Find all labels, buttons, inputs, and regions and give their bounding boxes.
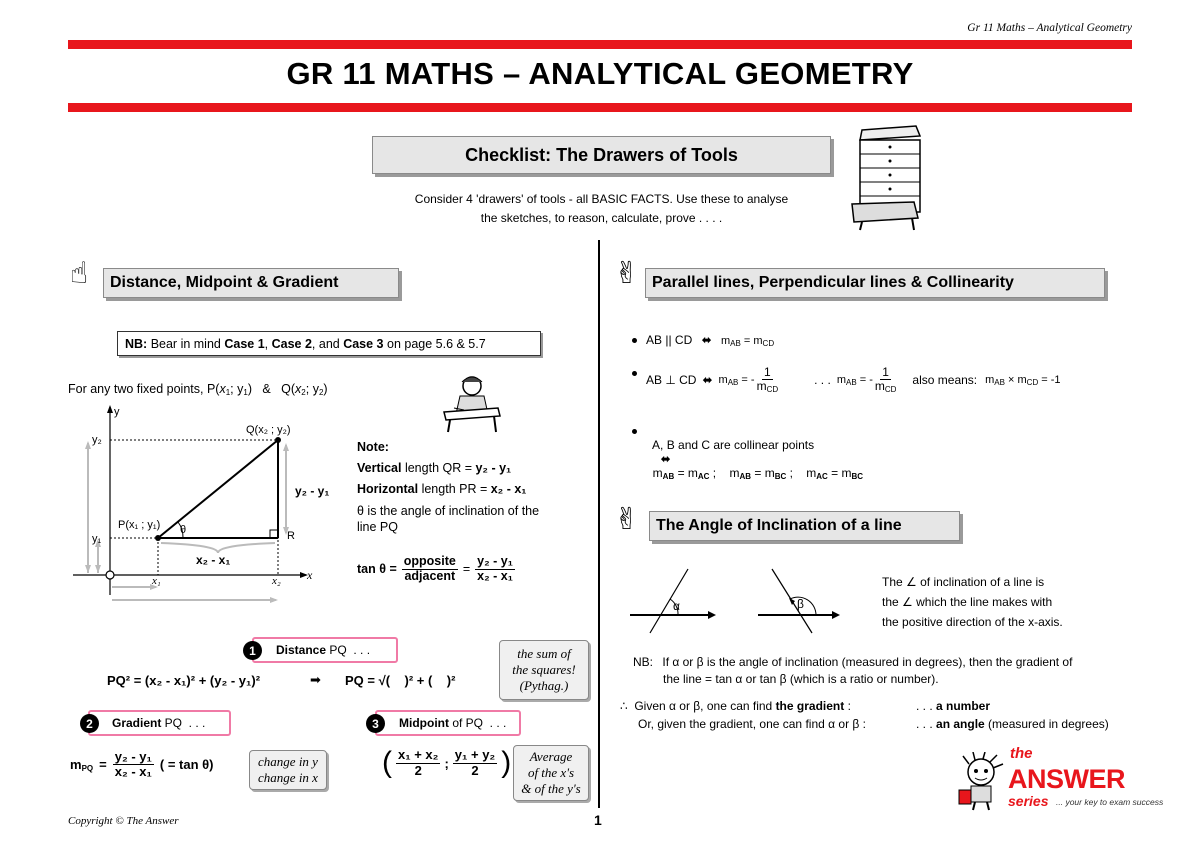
midpoint-frac-y xyxy=(453,748,497,778)
nb-case1: Case 1 xyxy=(224,336,265,351)
collinear-rule: A, B and C are collinear points ⬌ $m_{AB} = m_{AC}$ ; $m_{AB} = m_{BC}$ ; $m_{AC} = m_{BC}$ xyxy=(646,424,863,481)
note-theta-line1: θ is the angle of inclination of the xyxy=(357,504,540,518)
given1-c: : xyxy=(844,699,851,713)
given1-a: Given α or β, one can find xyxy=(634,699,776,713)
angle-inclination-heading xyxy=(649,511,960,541)
x-axis-label: x xyxy=(307,568,313,582)
page-number: 1 xyxy=(594,812,602,828)
midpoint-top-x: x₁ + x₂ xyxy=(398,747,439,763)
distance-note-line2: the squares! xyxy=(512,661,576,677)
column-divider xyxy=(598,240,600,808)
given2-result-b: an angle xyxy=(936,717,985,731)
angle-desc-line2: the ∠ which the line makes with xyxy=(882,595,1053,609)
mascot-illustration xyxy=(955,752,1011,812)
nb-case2: Case 2 xyxy=(271,336,312,351)
gradient-fraction xyxy=(113,750,154,780)
perp-product-eq: = -1 xyxy=(1038,373,1061,386)
distance-note xyxy=(499,640,589,700)
midpoint-note xyxy=(513,745,589,801)
gradient-note xyxy=(249,750,327,790)
gradient-label-box xyxy=(88,710,231,736)
distance-formula: PQ² = (x₂ - x₁)² + (y₂ - y₁)² xyxy=(107,673,261,688)
tan-ratio-top: y₂ - y₁ xyxy=(477,554,513,568)
bottom-red-bar xyxy=(68,103,1132,112)
right-heading1-text: Parallel lines, Perpendicular lines & Collinearity xyxy=(652,274,1014,291)
tan-theta-formula xyxy=(357,555,515,584)
drawers-illustration xyxy=(848,122,930,234)
angle-desc-line3: the positive direction of the x-axis. xyxy=(882,615,1063,629)
nb-case-box xyxy=(117,331,541,356)
gradient-note-line1: change in y xyxy=(258,753,318,769)
points-intro-d: ) xyxy=(323,382,328,396)
perp-product: $m_{AB} \times m_{CD} = -1$ xyxy=(985,373,1061,387)
run-label: x₂ - x₁ xyxy=(196,553,231,567)
note-horizontal-expr: x₂ - x₁ xyxy=(490,482,527,496)
points-intro: For any two fixed points, $P(x_1$; $y_1$) & $Q(x_2$; $y_2$) xyxy=(68,382,328,397)
perp-one: 1 xyxy=(764,365,771,379)
midpoint-note-line3: & of the y's xyxy=(521,781,581,797)
distance-label-rest: PQ . . . xyxy=(326,643,371,657)
perp-dots: . . . xyxy=(814,373,831,388)
x2-label: x₂ xyxy=(272,575,281,587)
rise-label: y₂ - y₁ xyxy=(295,484,330,498)
opposite-adjacent-fraction xyxy=(402,555,458,584)
angle-nb-label: NB: xyxy=(633,655,654,669)
points-intro-a: For any two fixed points, P( xyxy=(68,382,220,396)
parallel-cd-sub: CD xyxy=(762,339,775,348)
midpoint-close-paren: ) xyxy=(501,746,512,779)
tan-ratio-fraction xyxy=(475,555,515,584)
tan-label: tan θ = xyxy=(357,562,397,577)
distance-note-line3: (Pythag.) xyxy=(519,678,569,694)
parallel-m: m xyxy=(721,335,731,347)
parallel-rule xyxy=(646,333,774,348)
nb-sep1: , xyxy=(264,336,272,351)
p-label: P(x₁ ; y₁) xyxy=(118,519,161,531)
logo-series: series xyxy=(1008,793,1049,809)
y1-label: y₁ xyxy=(92,533,102,545)
note-horizontal-b: Horizontal xyxy=(357,482,419,496)
therefore-symbol: ∴ xyxy=(620,699,628,713)
perp-den-sub-2: CD xyxy=(884,385,897,395)
gradient-bottom: x₂ - x₁ xyxy=(114,764,152,780)
coordinate-graph xyxy=(68,405,338,605)
right-heading2-text: The Angle of Inclination of a line xyxy=(656,517,902,534)
midpoint-note-line1: Average xyxy=(529,748,573,764)
parallel-text: AB || CD xyxy=(646,333,693,347)
perp-times: × m xyxy=(1004,373,1027,386)
midpoint-top-y: y₁ + y₂ xyxy=(454,747,496,763)
midpoint-label-b: Midpoint xyxy=(399,716,449,730)
midpoint-open-paren: ( xyxy=(382,746,392,779)
top-red-bar xyxy=(68,40,1132,49)
perp-m-ab-sub-2: AB xyxy=(845,377,857,387)
scholar-illustration xyxy=(440,372,502,434)
points-intro-c: ) & Q( xyxy=(247,382,296,396)
checklist-title: Checklist: The Drawers of Tools xyxy=(465,144,738,165)
badge-3: 3 xyxy=(366,714,385,733)
midpoint-bottom-y: 2 xyxy=(471,762,479,778)
parallel-perpendicular-heading xyxy=(645,268,1105,298)
midpoint-formula xyxy=(382,746,511,780)
nb-text2: on page 5.6 & 5.7 xyxy=(383,336,486,351)
distance-result: PQ = √( )² + ( )² xyxy=(345,673,456,688)
victory-hand-icon: ✌ xyxy=(614,257,640,290)
beta-label: β xyxy=(797,597,804,611)
gradient-eq: = xyxy=(99,757,107,773)
given2-dots: . . . xyxy=(916,717,937,731)
perp-m-ab-2: $m_{AB}$ = - xyxy=(836,373,873,387)
col-s1a: AB xyxy=(662,472,675,481)
perp-double-arrow-icon: ⬌ xyxy=(702,373,713,388)
note-title: Note: xyxy=(357,440,389,454)
note-vertical-expr: y₂ - y₁ xyxy=(475,461,512,475)
perp-eq-2: = - xyxy=(856,373,873,386)
angle-description xyxy=(882,572,1063,632)
gradient-m xyxy=(70,757,93,773)
gradient-m-letter: m xyxy=(70,756,82,772)
tan-ratio-bottom: x₂ - x₁ xyxy=(477,568,513,583)
note-vertical-b: Vertical xyxy=(357,461,402,475)
angle-desc-line1: The ∠ of inclination of a line is xyxy=(882,575,1045,589)
perp-den-sub: CD xyxy=(766,385,779,395)
badge-2: 2 xyxy=(80,714,99,733)
perp-m-ab: $m_{AB}$ = - xyxy=(718,373,755,387)
logo-tagline: ... your key to exam success xyxy=(1056,797,1164,807)
angle-nb-line1: If α or β is the angle of inclination (measured in degrees), then the gradient of xyxy=(662,655,1073,669)
midpoint-label-box xyxy=(375,710,521,736)
gradient-label-rest: PQ . . . xyxy=(161,716,206,730)
given-line2 xyxy=(620,715,1130,733)
angle-nb-line2: the line = tan α or tan β (which is a ratio or number). xyxy=(663,672,939,686)
running-title: Gr 11 Maths – Analytical Geometry xyxy=(967,22,1132,34)
note-theta-line2: line PQ xyxy=(357,520,398,534)
collinear-text: A, B and C are collinear points xyxy=(652,438,815,452)
perp-one-2: 1 xyxy=(882,365,889,379)
col-s3a: AC xyxy=(816,472,828,481)
logo-answer: ANSWER xyxy=(1008,764,1125,794)
midpoint-note-line2: of the x's xyxy=(527,764,575,780)
pointing-hand-icon: ☝ xyxy=(70,257,89,290)
opposite-text: opposite xyxy=(403,554,456,568)
tan-equals: = xyxy=(462,562,471,577)
col-s2b: BC xyxy=(774,472,787,481)
col-s2a: AB xyxy=(739,472,752,481)
angle-nb xyxy=(633,654,1072,688)
page-title: GR 11 MATHS – ANALYTICAL GEOMETRY xyxy=(286,56,914,91)
parallel-double-arrow-icon: ⬌ xyxy=(701,333,712,347)
nb-text1: Bear in mind xyxy=(147,336,225,351)
midpoint-label-rest: of PQ . . . xyxy=(448,716,507,730)
midpoint-bottom-x: 2 xyxy=(414,762,422,778)
perp-m-ab-sub: AB xyxy=(727,377,739,387)
given2-a: Or, given the gradient, one can find α or β : xyxy=(638,717,866,731)
checklist-description xyxy=(372,190,831,228)
midpoint-frac-x xyxy=(396,748,440,778)
perp-also: also means: xyxy=(912,373,978,388)
midpoint-semicolon: ; xyxy=(444,755,449,771)
note-horizontal xyxy=(357,479,567,500)
inclination-diagrams xyxy=(620,565,840,637)
distance-label-b: Distance xyxy=(276,643,327,657)
parallel-ab-sub: AB xyxy=(730,339,741,348)
given-block xyxy=(620,697,1130,733)
note-vertical xyxy=(357,458,567,479)
note-horizontal-rest: length PR = xyxy=(418,482,491,496)
left-heading-text: Distance, Midpoint & Gradient xyxy=(110,274,339,291)
gradient-top: y₂ - y₁ xyxy=(114,749,152,764)
nb-prefix: NB: xyxy=(125,336,148,351)
checklist-heading xyxy=(372,136,831,174)
note-vertical-rest: length QR = xyxy=(401,461,476,475)
points-intro-b: ; y xyxy=(230,382,244,396)
distance-arrow-icon: ➡ xyxy=(310,672,321,687)
perp-text: AB ⊥ CD xyxy=(646,373,697,388)
given-line1 xyxy=(620,697,1130,715)
nb-case3: Case 3 xyxy=(343,336,384,351)
perp-product-cd: CD xyxy=(1026,377,1039,387)
parallel-eq: = m xyxy=(740,335,763,347)
x1-label: x₁ xyxy=(152,575,161,587)
gradient-formula xyxy=(70,750,214,780)
note-block xyxy=(357,437,567,535)
distance-midpoint-gradient-heading xyxy=(103,268,399,298)
perp-product-ab: AB xyxy=(994,377,1005,387)
alpha-label: α xyxy=(673,599,680,613)
q-label: Q(x₂ ; y₂) xyxy=(246,424,291,436)
y2-label: y₂ xyxy=(92,434,102,446)
given1-b: the gradient xyxy=(775,699,845,713)
perp-fraction-2: $\frac{1}{m_{CD}}$ xyxy=(874,365,897,395)
copyright: Copyright © The Answer xyxy=(68,815,179,827)
r-label: R xyxy=(287,530,295,542)
gradient-label-b: Gradient xyxy=(112,716,162,730)
logo-the: the xyxy=(1010,745,1033,762)
adjacent-text: adjacent xyxy=(404,568,456,583)
given1-result: a number xyxy=(936,699,991,713)
perpendicular-rule xyxy=(646,366,1061,395)
y-axis-label: y xyxy=(114,406,120,418)
gradient-m-sub: PQ xyxy=(81,763,94,773)
distance-label-box xyxy=(252,637,398,663)
given1-dots: . . . xyxy=(916,699,937,713)
badge-1: 1 xyxy=(243,641,262,660)
gradient-tan: ( = tan θ) xyxy=(159,757,214,773)
perp-fraction: $\frac{1}{m_{CD}}$ xyxy=(756,365,779,395)
col-s1b: AC xyxy=(697,472,710,481)
checklist-desc-line1: Consider 4 'drawers' of tools - all BASIC FACTS. Use these to analyse xyxy=(414,192,789,206)
given2-result-c: (measured in degrees) xyxy=(984,717,1109,731)
nb-sep2: , and xyxy=(311,336,344,351)
theta-label: θ xyxy=(180,524,187,536)
distance-note-line1: the sum of xyxy=(517,645,571,661)
gradient-note-line2: change in x xyxy=(258,770,318,785)
collinear-double-arrow-icon: ⬌ xyxy=(660,452,671,466)
perp-eq: = - xyxy=(738,373,755,386)
col-s3b: BC xyxy=(851,472,864,481)
three-fingers-hand-icon: ✌ xyxy=(614,503,640,536)
checklist-desc-line2: the sketches, to reason, calculate, prove . . . . xyxy=(480,211,723,225)
